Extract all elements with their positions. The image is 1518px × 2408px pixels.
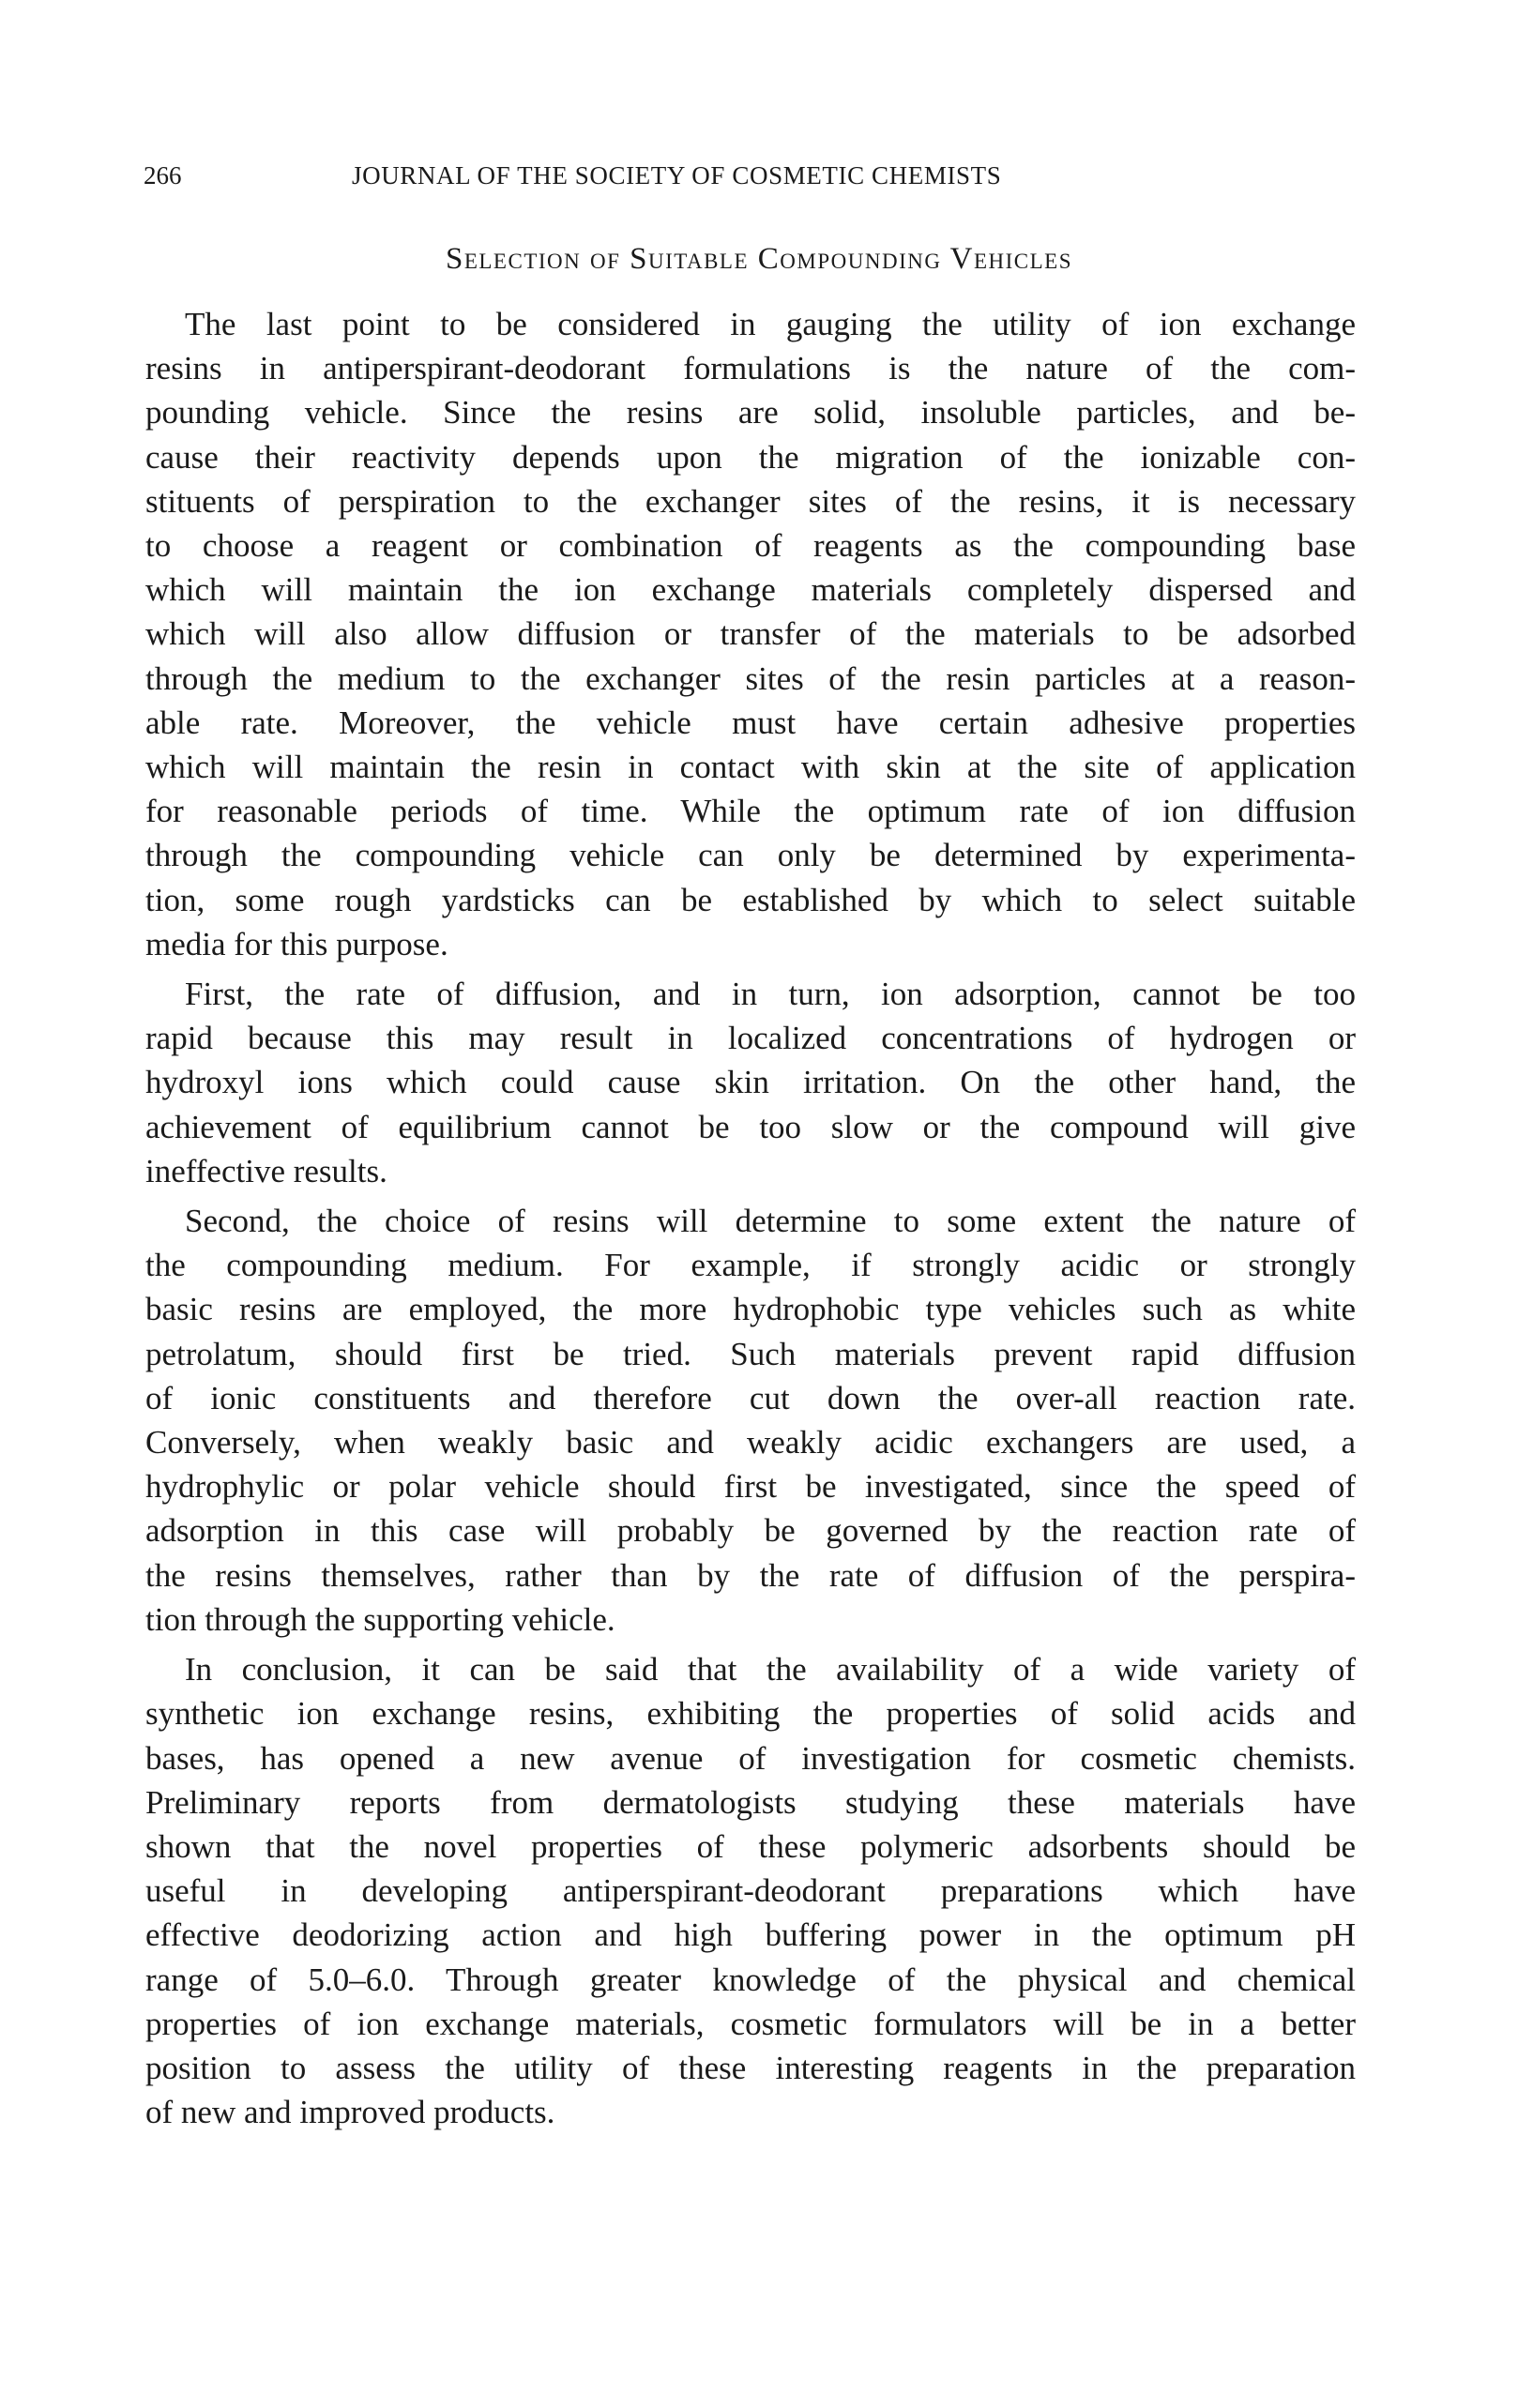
- text-line: of ionic constituents and therefore cut down the over-all reaction rate.: [145, 1379, 1356, 1416]
- text-line: which will also allow diffusion or transfer of the materials to be adsorbed: [145, 615, 1356, 653]
- text-line: effective deodorizing action and high buffering power in the optimum pH: [145, 1916, 1356, 1954]
- text-line: of new and improved products.: [145, 2094, 555, 2131]
- text-line: through the compounding vehicle can only be determined by experimenta-: [145, 837, 1356, 874]
- text-line: bases, has opened a new avenue of investigation for cosmetic chemists.: [145, 1739, 1356, 1777]
- text-line: synthetic ion exchange resins, exhibiting the properties of solid acids and: [145, 1695, 1356, 1733]
- text-line: the resins themselves, rather than by the rate of diffusion of the perspira-: [145, 1556, 1356, 1594]
- text-line: properties of ion exchange materials, cosmetic formulators will be in a better: [145, 2005, 1356, 2042]
- section-heading: Selection of Suitable Compounding Vehicles: [445, 242, 1073, 276]
- text-line: rapid because this may result in localized concentrations of hydrogen or: [145, 1020, 1356, 1057]
- text-line: resins in antiperspirant-deodorant formulations is the nature of the com-: [145, 350, 1356, 387]
- body-text: [145, 302, 1356, 2140]
- text-line: position to assess the utility of these interesting reagents in the preparation: [145, 2049, 1356, 2086]
- text-line: In conclusion, it can be said that the availability of a wide variety of: [185, 1651, 1356, 1689]
- text-line: basic resins are employed, the more hydrophobic type vehicles such as white: [145, 1291, 1356, 1328]
- text-line: able rate. Moreover, the vehicle must have certain adhesive properties: [145, 704, 1356, 741]
- text-line: adsorption in this case will probably be governed by the reaction rate of: [145, 1512, 1356, 1550]
- text-line: stituents of perspiration to the exchanger sites of the resins, it is necessary: [145, 482, 1356, 520]
- text-line: through the medium to the exchanger sites of the resin particles at a reason-: [145, 659, 1356, 697]
- text-line: which will maintain the resin in contact with skin at the site of application: [145, 749, 1356, 786]
- paragraph-compounding-vehicle: [145, 302, 1356, 966]
- text-line: achievement of equilibrium cannot be too slow or the compound will give: [145, 1108, 1356, 1145]
- text-line: hydrophylic or polar vehicle should first be investigated, since the speed of: [145, 1468, 1356, 1506]
- text-line: which will maintain the ion exchange materials completely dispersed and: [145, 571, 1356, 609]
- text-line: tion through the supporting vehicle.: [145, 1600, 615, 1638]
- page-number: 266: [144, 161, 182, 189]
- text-line: ineffective results.: [145, 1152, 387, 1189]
- text-line: pounding vehicle. Since the resins are solid, insoluble particles, and be-: [145, 394, 1356, 432]
- paragraph-first-diffusion-rate: [145, 972, 1356, 1193]
- text-line: cause their reactivity depends upon the migration of the ionizable con-: [145, 438, 1356, 476]
- text-line: to choose a reagent or combination of reagents as the compounding base: [145, 527, 1356, 565]
- text-line: First, the rate of diffusion, and in turn, ion adsorption, cannot be too: [185, 976, 1356, 1013]
- text-line: tion, some rough yardsticks can be established by which to select suitable: [145, 881, 1356, 918]
- text-line: for reasonable periods of time. While the optimum rate of ion diffusion: [145, 793, 1356, 830]
- text-line: The last point to be considered in gauging the utility of ion exchange: [185, 306, 1356, 342]
- text-line: range of 5.0–6.0. Through greater knowledge of the physical and chemical: [145, 1961, 1356, 1998]
- text-line: Second, the choice of resins will determine to some extent the nature of: [185, 1203, 1356, 1240]
- text-line: petrolatum, should first be tried. Such materials prevent rapid diffusion: [145, 1335, 1356, 1372]
- text-line: media for this purpose.: [145, 925, 448, 962]
- text-line: shown that the novel properties of these polymeric adsorbents should be: [145, 1827, 1356, 1865]
- text-line: useful in developing antiperspirant-deodorant preparations which have: [145, 1872, 1356, 1910]
- text-line: hydroxyl ions which could cause skin irritation. On the other hand, the: [145, 1064, 1356, 1101]
- text-line: Preliminary reports from dermatologists studying these materials have: [145, 1783, 1356, 1821]
- text-line: Conversely, when weakly basic and weakly acidic exchangers are used, a: [145, 1424, 1356, 1461]
- running-head: JOURNAL OF THE SOCIETY OF COSMETIC CHEMISTS: [352, 161, 1002, 189]
- paragraph-conclusion: [145, 1647, 1356, 2134]
- paragraph-second-resin-choice: [145, 1199, 1356, 1642]
- text-line: the compounding medium. For example, if strongly acidic or strongly: [145, 1247, 1356, 1284]
